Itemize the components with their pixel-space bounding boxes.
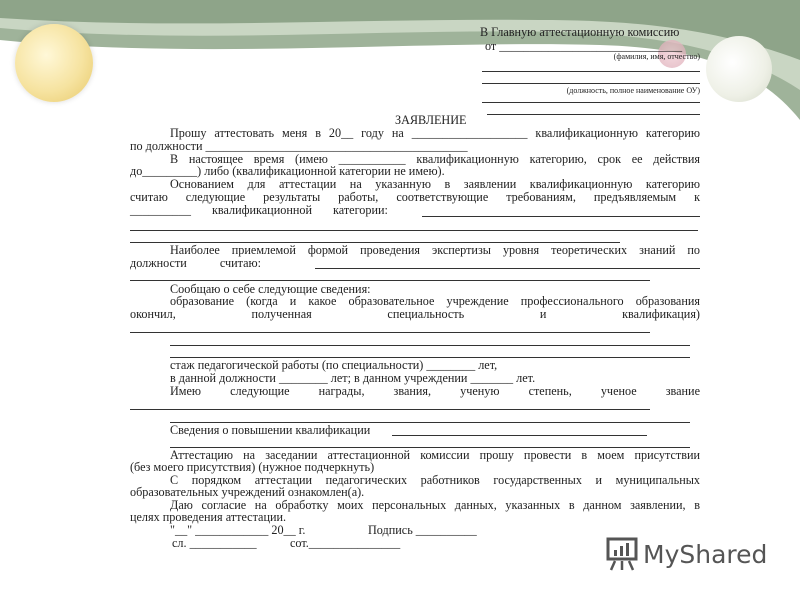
body-line: образование (когда и какое образовательное учреждение профессионального образования: [170, 294, 700, 308]
body-line: __________ квалификационной категории:: [130, 203, 388, 217]
body-line: Сообщаю о себе следующие сведения:: [170, 282, 371, 296]
mobile-phone-field: сот._______________: [290, 536, 401, 550]
rule: [130, 230, 698, 231]
decorative-yellow-circle: [15, 24, 93, 102]
body-line: В настоящее время (имею ___________ квалификационную категорию, срок ее действия: [170, 152, 700, 166]
document-title: ЗАЯВЛЕНИЕ: [395, 113, 467, 127]
date-field: "__" ____________ 20__ г.: [170, 523, 306, 537]
rule: [487, 114, 700, 115]
name-hint: (фамилия, имя, отчество): [613, 52, 700, 61]
rule: [392, 435, 647, 436]
rule: [130, 280, 650, 281]
body-line: Даю согласие на обработку моих персональных данных, указанных в данном заявлении, в: [170, 498, 700, 512]
from-field: от ______________________________: [485, 39, 683, 53]
body-line: образовательных учреждений ознакомлен(а).: [130, 485, 365, 499]
rule: [482, 71, 700, 72]
rule: [130, 332, 650, 333]
presentation-chart-icon: [605, 536, 639, 572]
body-line: Аттестацию на заседании аттестационной комиссии прошу провести в моем присутствии: [170, 448, 700, 462]
rule: [170, 345, 690, 346]
rule: [482, 83, 700, 84]
decorative-light-circle: [706, 36, 772, 102]
rule: [422, 216, 700, 217]
watermark-text: MyShared: [643, 539, 768, 569]
body-line: целях проведения аттестации.: [130, 510, 287, 524]
body-line: Наиболее приемлемой формой проведения экспертизы уровня теоретических знаний по: [170, 243, 700, 257]
rule: [130, 409, 650, 410]
body-line: должности считаю:: [130, 256, 262, 270]
body-line: Основанием для аттестации на указанную в заявлении квалификационную категорию: [170, 177, 700, 191]
body-line: С порядком аттестации педагогических работников государственных и муниципальных: [170, 473, 700, 487]
body-line: стаж педагогической работы (по специальности) ________ лет,: [170, 358, 498, 372]
body-line: Сведения о повышении квалификации: [170, 423, 371, 437]
addressee: В Главную аттестационную комиссию: [480, 25, 680, 39]
signature-field: Подпись __________: [368, 523, 477, 537]
myshared-watermark: [605, 536, 767, 572]
body-line: Имею следующие награды, звания, ученую степень, ученое звание: [170, 384, 700, 398]
position-hint: (должность, полное наименование ОУ): [566, 86, 700, 95]
body-line: по должности ___________________________________________: [130, 139, 468, 153]
body-line: считаю следующие результаты работы, соответствующие требованиям, предъявляемым к: [130, 190, 700, 204]
body-line: Прошу аттестовать меня в 20__ году на ___________________ квалификационную категорию: [170, 126, 700, 140]
body-line: в данной должности ________ лет; в данном учреждении _______ лет.: [170, 371, 536, 385]
body-line: окончил, полученная специальность и квалификация): [130, 307, 700, 321]
rule: [315, 268, 700, 269]
rule: [482, 102, 700, 103]
work-phone-field: сл. ___________: [172, 536, 257, 550]
body-line: до_________) либо (квалификационной категории не имею).: [130, 164, 445, 178]
body-line: (без моего присутствия) (нужное подчеркнуть): [130, 460, 375, 474]
